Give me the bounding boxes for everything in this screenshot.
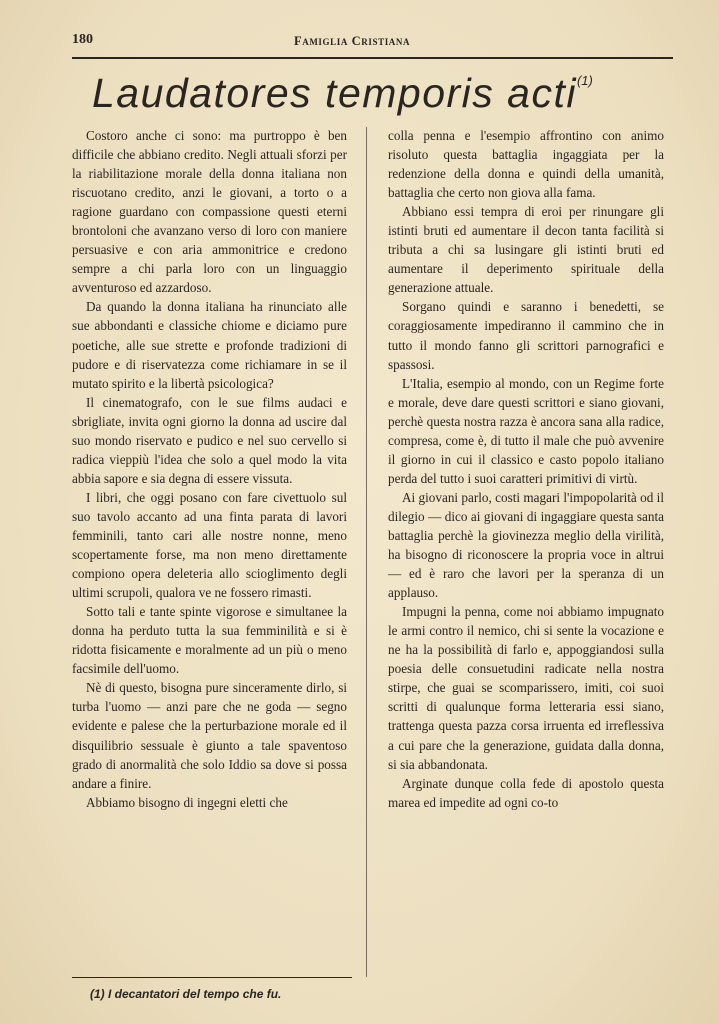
- paragraph: Impugni la penna, come noi abbiamo impugnato le armi contro il nemico, chi si sente la vocazione e ne ha la possibilità di farlo e, appoggiandosi sulla poesia delle consuetudini radicate nella nostra stirpe, che guai se scomparissero, imiti, coi suoi scritti di qualunque forma letteraria essi siano, trattenga questa pazza corsa irruenta ed irreflessiva a cui pare che la generazione, guidata dalla donna, si sia abbandonata.: [388, 604, 664, 772]
- paragraph: Costoro anche ci sono: ma purtroppo è ben difficile che abbiano credito. Negli attuali sforzi per la riabilitazione morale della donna italiana non riscuotano credito, anzi le giovani, a torto o a ragione guardano con compassione questi eterni brontoloni che avanzano verso di loro con maniere persuasive e con aria ammonitrice e credono sempre a chi parla loro con un linguaggio avventuroso ed azzardoso.: [72, 128, 347, 296]
- right-column: [388, 126, 664, 812]
- footnote-rule: [72, 977, 352, 978]
- paragraph: Abbiamo bisogno di ingegni eletti che: [86, 794, 288, 810]
- article-title-text: Laudatores temporis acti: [92, 70, 577, 116]
- paragraph: Sotto tali e tante spinte vigorose e simultanee la donna ha perduto tutta la sua femminilità e si è ridotta fisicamente e moralmente ad un più o meno facsimile dell'uomo.: [72, 604, 347, 677]
- paragraph: L'Italia, esempio al mondo, con un Regime forte e morale, deve dare questi scrittori e siano giovani, perchè questa nostra razza è ancora sana alla radice, compresa, come è, di tutto il male che può avvenire il giorno in cui il classico e casto popolo italiano perda del tutto i suoi caratteri primitivi di virtù.: [388, 375, 664, 486]
- footnote-mark: (1): [576, 73, 593, 88]
- paragraph: Arginate dunque colla fede di apostolo questa marea ed impedite ad ogni co-to: [388, 775, 664, 810]
- paragraph: I libri, che oggi posano con fare civettuolo sul suo tavolo accanto ad una finta parata di lavori femminili, tanto cari alle nostre nonne, meno scopertamente forse, ma non meno direttamente compiono opera deleteria allo scioglimento degli ultimi scrupoli, qualora ve ne fossero rimasti.: [72, 489, 347, 601]
- page-header: [72, 30, 679, 54]
- paragraph: Il cinematografo, con le sue films audaci e sbrigliate, invita ogni giorno la donna ad uscire dal suo mondo riservato e pudico e nel suo cervello si radica vieppiù l'idea che solo a quel modo la vita abbia sapore e sia degna di essere vissuta.: [72, 394, 347, 486]
- page-number: 180: [72, 32, 93, 47]
- column-divider: [366, 127, 367, 977]
- article-title: [92, 70, 672, 117]
- paragraph: colla penna e l'esempio affrontino con animo risoluto questa battaglia ingaggiata per la redenzione della donna e quindi della umanità, battaglia che certo non giova alla fama.: [388, 128, 664, 201]
- paragraph: Abbiano essi tempra di eroi per rinungare gli istinti bruti ed aumentare il decon tanta facilità si tributa a chi sa lusingare gli istinti bruti ed aumentare il deperimento spirituale della generazione attuale.: [388, 204, 664, 296]
- header-rule: [72, 57, 673, 59]
- paragraph: Sorgano quindi e saranno i benedetti, se coraggiosamente impediranno il cammino che in tutto il mondo fanno gli scrittori parnografici e spassosi.: [388, 299, 664, 372]
- running-title: Famiglia Cristiana: [294, 34, 411, 48]
- footnote: (1) I decantatori del tempo che fu.: [90, 987, 282, 1001]
- paragraph: Nè di questo, bisogna pure sinceramente dirlo, si turba l'uomo — anzi pare che ne goda — segno evidente e palese che la perturbazione morale ed il disquilibrio sessuale è giunto a tale spaventoso grado di anormalità che solo Iddio sa dove si possa andare a finire.: [72, 680, 347, 791]
- left-column: [72, 126, 347, 812]
- paragraph: Ai giovani parlo, costi magari l'impopolarità od il dilegio — dico ai giovani di ingaggiare questa santa battaglia perchè la giovinezza meglio della virilità, ha bisogno di riconoscere la propria voce in altrui — ed è raro che lavori per la speranza di un applauso.: [388, 489, 664, 601]
- paragraph: Da quando la donna italiana ha rinunciato alle sue abbondanti e classiche chiome e diciamo pure poetiche, alle sue strette e profonde tradizioni di pudore e di riservatezza come richiamare in se il mutato spirito e la libertà psicologica?: [72, 299, 347, 391]
